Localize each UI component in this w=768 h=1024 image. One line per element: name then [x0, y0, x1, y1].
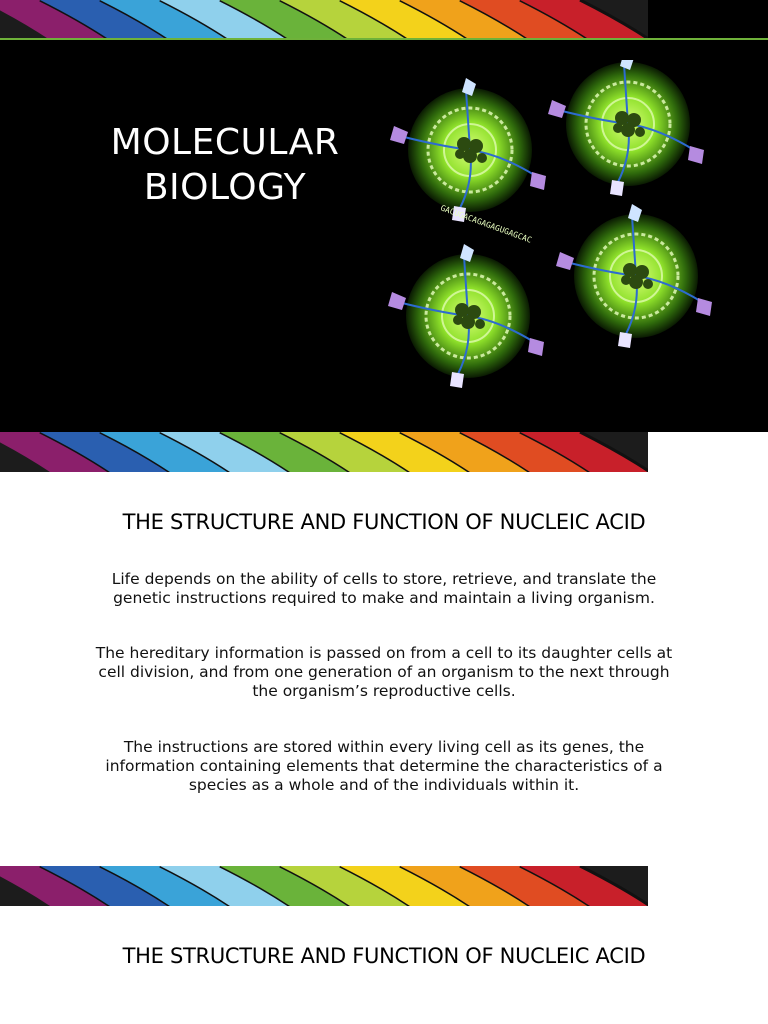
- stripe-end: [648, 0, 768, 40]
- slide-heading: THE STRUCTURE AND FUNCTION OF NUCLEIC ACID: [122, 944, 646, 968]
- paragraph-3: The instructions are stored within every living cell as its genes, the information containing elements that determine the characteristics of a species as a whole and of the individuals within it.: [105, 738, 663, 794]
- dna-nucleotide-molecule-icon: [380, 60, 720, 400]
- accent-line: [0, 38, 768, 40]
- paragraph-1: Life depends on the ability of cells to store, retrieve, and translate the genetic instructions required to make and maintain a living organism.: [111, 570, 657, 607]
- paragraph-2: The hereditary information is passed on from a cell to its daughter cells at cell division, and from one generation of an organism to the next through the organism’s reproductive cells.: [95, 644, 673, 700]
- slide-content: [0, 432, 768, 864]
- rainbow-stripe-band: [0, 0, 768, 40]
- slide-title: [0, 0, 768, 432]
- slide-title-text: MOLECULAR BIOLOGY: [110, 122, 340, 208]
- slide-content-2: [0, 864, 768, 1024]
- stripe-end: [648, 432, 768, 472]
- rainbow-stripe-band: [0, 866, 768, 906]
- molecule-label: GACUGACAGAGAGUGAGCAC: [439, 203, 533, 245]
- stripe-end: [648, 866, 768, 906]
- slide-heading: THE STRUCTURE AND FUNCTION OF NUCLEIC ACID: [122, 510, 646, 534]
- rainbow-stripe-band: [0, 432, 768, 472]
